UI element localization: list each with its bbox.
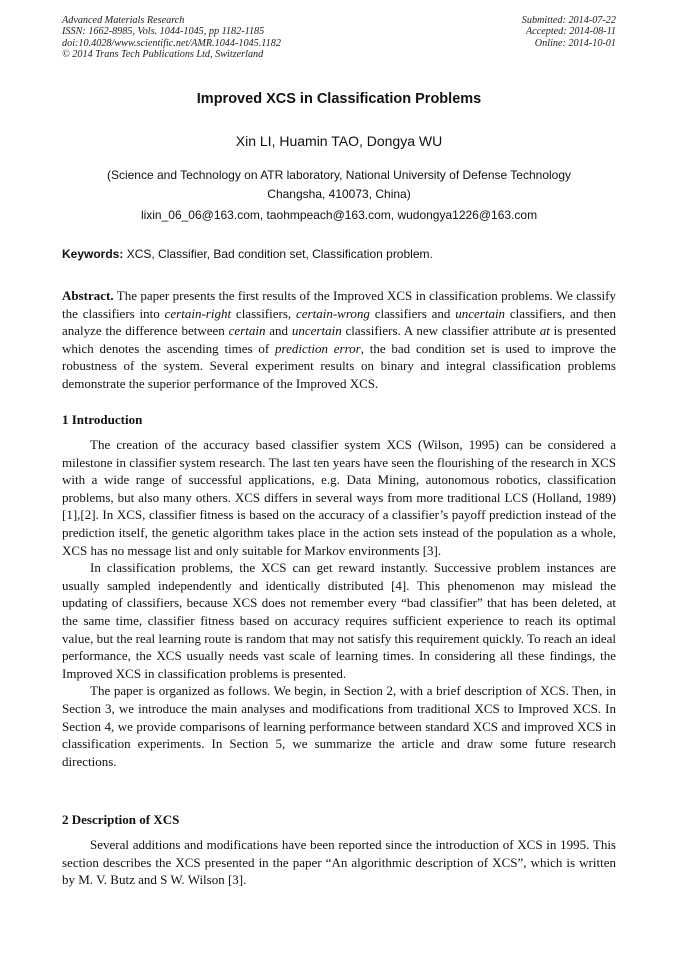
paragraph: Several additions and modifications have been reported since the introduction of XCS in 1995. This section describes the XCS presented in the paper “An algorithmic description of XCS”, which is written by M. V. Butz and S W. Wilson [3]. — [62, 837, 616, 888]
abstract-text: classifiers, and then analyze the difference between — [62, 305, 616, 339]
journal-doi: doi:10.4028/www.scientific.net/AMR.1044-1045.1182 — [62, 37, 281, 49]
abstract-term: at — [539, 323, 550, 339]
paragraph: In classification problems, the XCS can get reward instantly. Successive problem instances are usually sampled independently and identically distributed [4]. This phenomenon may mislead the updating of classifiers, because XCS does not remember every “bad classifier” that has been deleted, at the same time, classifier fitness based on accuracy requires sufficient experience to reach its optimal value, but the real learning route is random that may not satisfy this requirement quickly. To reach an ideal performance, the XCS usually needs vast scale of learning times. In considering all these findings, the Improved XCS in classification problems is presented. — [62, 560, 616, 681]
keywords — [62, 247, 616, 261]
abstract — [62, 287, 616, 393]
abstract-text: classifiers, — [231, 305, 297, 321]
journal-header-left — [62, 15, 281, 61]
journal-header-right — [522, 15, 616, 49]
abstract-term: certain-right — [164, 305, 232, 321]
affiliation — [62, 166, 616, 204]
journal-copyright: © 2014 Trans Tech Publications Ltd, Switzerland — [62, 49, 264, 61]
submitted-date: Submitted: 2014-07-22 — [521, 15, 616, 26]
online-date: Online: 2014-10-01 — [534, 37, 616, 49]
abstract-label: Abstract. — [62, 288, 114, 303]
journal-name: Advanced Materials Research — [62, 15, 185, 26]
paragraph: The creation of the accuracy based classifier system XCS (Wilson, 1995) can be considered a milestone in classifier system research. The last ten years have seen the flourishing of the research in XCS with a wide range of successful applications, e.g. Data Mining, autonomous robotics, classification problems, but also many others. XCS differs in several ways from more traditional LCS (Holland, 1989) [1],[2]. In XCS, classifier fitness is based on the accuracy of a classifier’s payoff prediction instead of the prediction itself, the genetic algorithm takes place in the action sets instead of the population as a whole, XCS has no message list and only suitable for Markov environments [3]. — [62, 437, 616, 558]
section-2-body — [62, 836, 616, 889]
section-1-body — [62, 436, 616, 770]
abstract-text: The paper presents the first results of the Improved XCS in classification problems. We classify the classifiers into — [62, 288, 616, 321]
paper-title: Improved XCS in Classification Problems — [196, 91, 482, 107]
section-2-heading: 2 Description of XCS — [62, 812, 180, 827]
author-emails: lixin_06_06@163.com, taohmpeach@163.com, wudongya1226@163.com — [140, 208, 538, 222]
abstract-term: uncertain — [291, 323, 342, 339]
keywords-label: Keywords: — [62, 247, 124, 261]
abstract-term: certain-wrong — [296, 305, 370, 321]
abstract-text: classifiers and — [369, 305, 456, 321]
section-1-heading: 1 Introduction — [62, 412, 143, 427]
abstract-text: classifiers. A new classifier attribute — [341, 323, 540, 339]
accepted-date: Accepted: 2014-08-11 — [525, 26, 616, 38]
abstract-term: certain — [228, 323, 266, 339]
abstract-text: and — [265, 323, 292, 339]
abstract-term: uncertain — [455, 305, 506, 321]
abstract-term: prediction error — [275, 340, 361, 356]
affiliation-line-1: (Science and Technology on ATR laboratory, National University of Defense Technology — [106, 168, 572, 182]
keywords-text: XCS, Classifier, Bad condition set, Classification problem. — [123, 247, 433, 261]
author-list: Xin LI, Huamin TAO, Dongya WU — [235, 133, 443, 149]
journal-issn: ISSN: 1662-8985, Vols. 1044-1045, pp 1182-1185 — [62, 26, 265, 38]
paragraph: The paper is organized as follows. We begin, in Section 2, with a brief description of XCS. Then, in Section 3, we introduce the main analyses and modifications from traditional XCS to Improved XCS. In Section 4, we provide comparisons of learning performance between standard XCS and improved XCS in classification experiments. In Section 5, we summarize the article and draw some future research directions. — [62, 683, 616, 769]
abstract-text: is presented which denotes the ascending times of — [62, 323, 616, 356]
abstract-text: , the bad condition set is used to improve the robustness of the system. Several experiment results on binary and integral classification problems demonstrate the superior performance of the Improved XCS. — [62, 340, 616, 391]
affiliation-line-2: Changsha, 410073, China) — [267, 187, 411, 201]
